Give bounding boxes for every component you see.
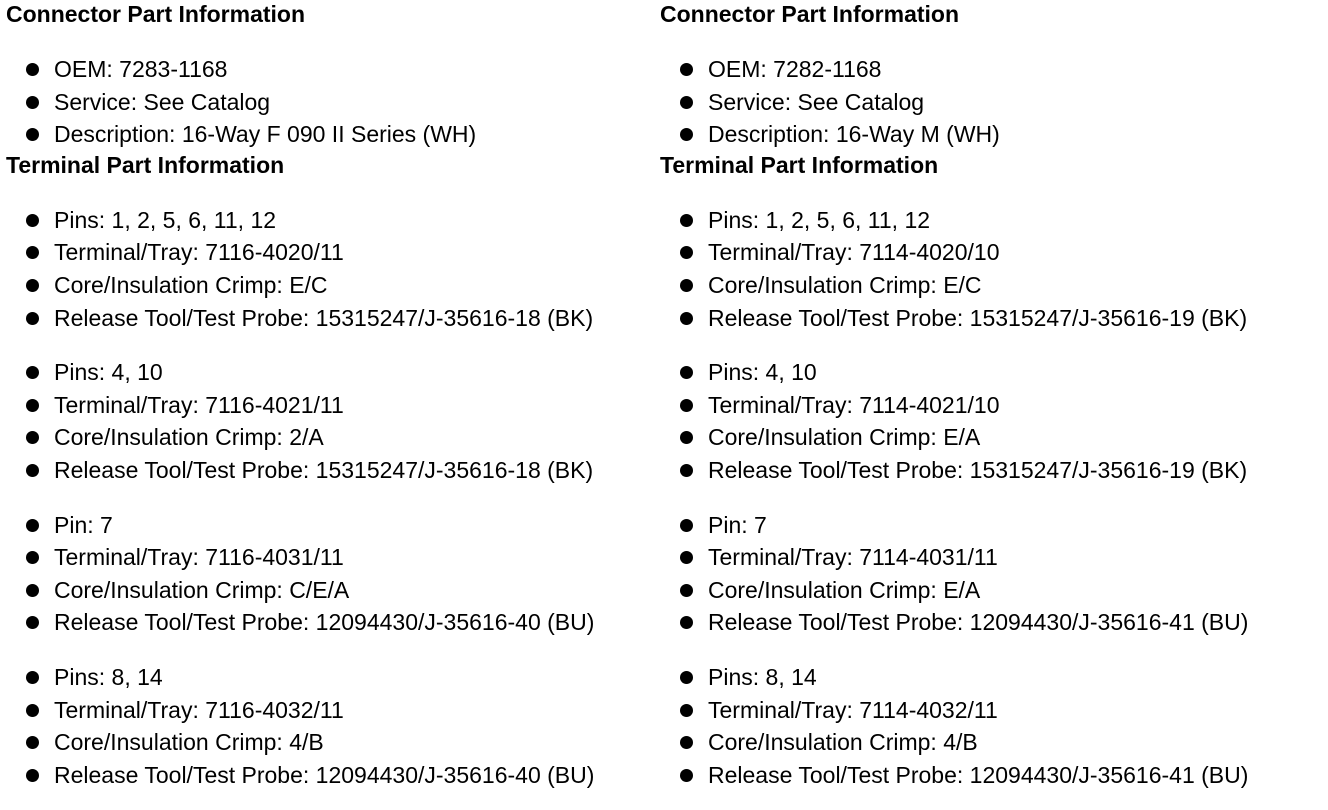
- list-item: [6, 574, 666, 607]
- oem-number: OEM: 7282-1168: [708, 56, 882, 82]
- terminal-tray-text: Terminal/Tray: 7114-4021/10: [708, 391, 1000, 418]
- crimp-text: Core/Insulation Crimp: C/E/A: [54, 576, 350, 603]
- bullet-icon: [680, 246, 693, 259]
- list-item: [6, 302, 666, 335]
- list-item: [660, 454, 1320, 487]
- tool-text: Release Tool/Test Probe: 12094430/J-35616-41 (BU): [708, 609, 1249, 636]
- list-item: [6, 204, 666, 237]
- list-item: [660, 509, 1320, 542]
- bullet-icon: [26, 519, 39, 532]
- bullet-icon: [26, 63, 39, 76]
- terminal-group: [660, 509, 1320, 639]
- service-number: Service: See Catalog: [708, 88, 925, 115]
- list-item: [6, 118, 666, 151]
- bullet-icon: [680, 671, 693, 684]
- bullet-icon: [26, 431, 39, 444]
- list-item: [660, 541, 1320, 574]
- list-item: [660, 302, 1320, 335]
- bullet-icon: [680, 584, 693, 597]
- bullet-icon: [26, 736, 39, 749]
- tool-text: Release Tool/Test Probe: 12094430/J-35616-40 (BU): [54, 609, 595, 636]
- oem-number: OEM: 7283-1168: [54, 56, 228, 82]
- tool-text: Release Tool/Test Probe: 15315247/J-35616-19 (BK): [708, 456, 1248, 483]
- bullet-icon: [680, 616, 693, 629]
- pins-text: Pins: 4, 10: [708, 359, 817, 386]
- list-item: [660, 269, 1320, 302]
- service-number: Service: See Catalog: [54, 88, 271, 115]
- pins-text: Pins: 1, 2, 5, 6, 11, 12: [708, 206, 931, 233]
- list-item: [660, 86, 1320, 119]
- left-column: [6, 0, 666, 791]
- crimp-text: Core/Insulation Crimp: E/A: [708, 424, 981, 451]
- bullet-icon: [680, 431, 693, 444]
- bullet-icon: [680, 399, 693, 412]
- right-column: [660, 0, 1320, 791]
- bullet-icon: [680, 279, 693, 292]
- terminal-heading: Terminal Part Information: [6, 151, 285, 178]
- bullet-icon: [26, 464, 39, 477]
- bullet-icon: [680, 214, 693, 227]
- tool-text: Release Tool/Test Probe: 15315247/J-35616-18 (BK): [54, 304, 594, 331]
- list-item: [6, 86, 666, 119]
- pins-text: Pin: 7: [54, 511, 113, 538]
- connector-info-list: [660, 53, 1320, 151]
- bullet-icon: [680, 464, 693, 477]
- terminal-group: [6, 204, 666, 334]
- pins-text: Pin: 7: [708, 511, 767, 538]
- list-item: [660, 356, 1320, 389]
- terminal-group: [6, 356, 666, 486]
- list-item: [6, 269, 666, 302]
- connector-info-list: [6, 53, 666, 151]
- bullet-icon: [680, 736, 693, 749]
- list-item: [6, 389, 666, 422]
- terminal-tray-text: Terminal/Tray: 7116-4032/11: [54, 696, 344, 723]
- bullet-icon: [26, 769, 39, 782]
- bullet-icon: [26, 214, 39, 227]
- list-item: [660, 421, 1320, 454]
- list-item: [660, 606, 1320, 639]
- list-item: [6, 236, 666, 269]
- pins-text: Pins: 4, 10: [54, 359, 163, 386]
- list-item: [660, 236, 1320, 269]
- terminal-tray-text: Terminal/Tray: 7114-4031/11: [708, 544, 998, 571]
- connector-heading: Connector Part Information: [660, 1, 960, 27]
- list-item: [6, 509, 666, 542]
- list-item: [660, 661, 1320, 694]
- bullet-icon: [680, 128, 693, 141]
- bullet-icon: [680, 769, 693, 782]
- bullet-icon: [680, 312, 693, 325]
- tool-text: Release Tool/Test Probe: 12094430/J-35616-40 (BU): [54, 761, 595, 788]
- list-item: [660, 118, 1320, 151]
- crimp-text: Core/Insulation Crimp: 2/A: [54, 424, 324, 451]
- bullet-icon: [26, 279, 39, 292]
- bullet-icon: [26, 704, 39, 717]
- list-item: [6, 606, 666, 639]
- terminal-tray-text: Terminal/Tray: 7116-4021/11: [54, 391, 344, 418]
- bullet-icon: [26, 584, 39, 597]
- list-item: [660, 574, 1320, 607]
- terminal-group: [6, 661, 666, 791]
- list-item: [6, 726, 666, 759]
- bullet-icon: [26, 96, 39, 109]
- terminal-tray-text: Terminal/Tray: 7114-4020/10: [708, 239, 1000, 266]
- list-item: [660, 204, 1320, 237]
- list-item: [660, 759, 1320, 792]
- list-item: [660, 389, 1320, 422]
- connector-heading: Connector Part Information: [6, 1, 306, 27]
- bullet-icon: [680, 96, 693, 109]
- list-item: [6, 454, 666, 487]
- terminal-tray-text: Terminal/Tray: 7116-4031/11: [54, 544, 344, 571]
- bullet-icon: [680, 519, 693, 532]
- pins-text: Pins: 8, 14: [708, 663, 817, 690]
- list-item: [6, 541, 666, 574]
- tool-text: Release Tool/Test Probe: 15315247/J-35616-18 (BK): [54, 456, 594, 483]
- bullet-icon: [26, 312, 39, 325]
- tool-text: Release Tool/Test Probe: 15315247/J-35616-19 (BK): [708, 304, 1248, 331]
- bullet-icon: [680, 366, 693, 379]
- crimp-text: Core/Insulation Crimp: 4/B: [54, 729, 324, 756]
- bullet-icon: [26, 128, 39, 141]
- bullet-icon: [26, 246, 39, 259]
- list-item: [6, 661, 666, 694]
- terminal-group: [660, 356, 1320, 486]
- list-item: [660, 694, 1320, 727]
- crimp-text: Core/Insulation Crimp: E/A: [708, 576, 981, 603]
- list-item: [660, 53, 1320, 86]
- connector-description: Description: 16-Way F 090 II Series (WH): [54, 121, 477, 148]
- bullet-icon: [26, 616, 39, 629]
- crimp-text: Core/Insulation Crimp: E/C: [708, 271, 982, 298]
- terminal-group: [660, 204, 1320, 334]
- bullet-icon: [680, 704, 693, 717]
- bullet-icon: [680, 63, 693, 76]
- bullet-icon: [26, 671, 39, 684]
- list-item: [660, 726, 1320, 759]
- bullet-icon: [26, 399, 39, 412]
- tool-text: Release Tool/Test Probe: 12094430/J-35616-41 (BU): [708, 761, 1249, 788]
- list-item: [6, 759, 666, 792]
- bullet-icon: [26, 366, 39, 379]
- crimp-text: Core/Insulation Crimp: 4/B: [708, 729, 978, 756]
- pins-text: Pins: 8, 14: [54, 663, 163, 690]
- terminal-group: [660, 661, 1320, 791]
- pins-text: Pins: 1, 2, 5, 6, 11, 12: [54, 206, 277, 233]
- bullet-icon: [680, 551, 693, 564]
- list-item: [6, 356, 666, 389]
- bullet-icon: [26, 551, 39, 564]
- terminal-group: [6, 509, 666, 639]
- crimp-text: Core/Insulation Crimp: E/C: [54, 271, 328, 298]
- terminal-tray-text: Terminal/Tray: 7114-4032/11: [708, 696, 998, 723]
- terminal-tray-text: Terminal/Tray: 7116-4020/11: [54, 239, 344, 266]
- connector-description: Description: 16-Way M (WH): [708, 121, 1000, 148]
- list-item: [6, 694, 666, 727]
- list-item: [6, 421, 666, 454]
- terminal-heading: Terminal Part Information: [660, 151, 939, 178]
- list-item: [6, 53, 666, 86]
